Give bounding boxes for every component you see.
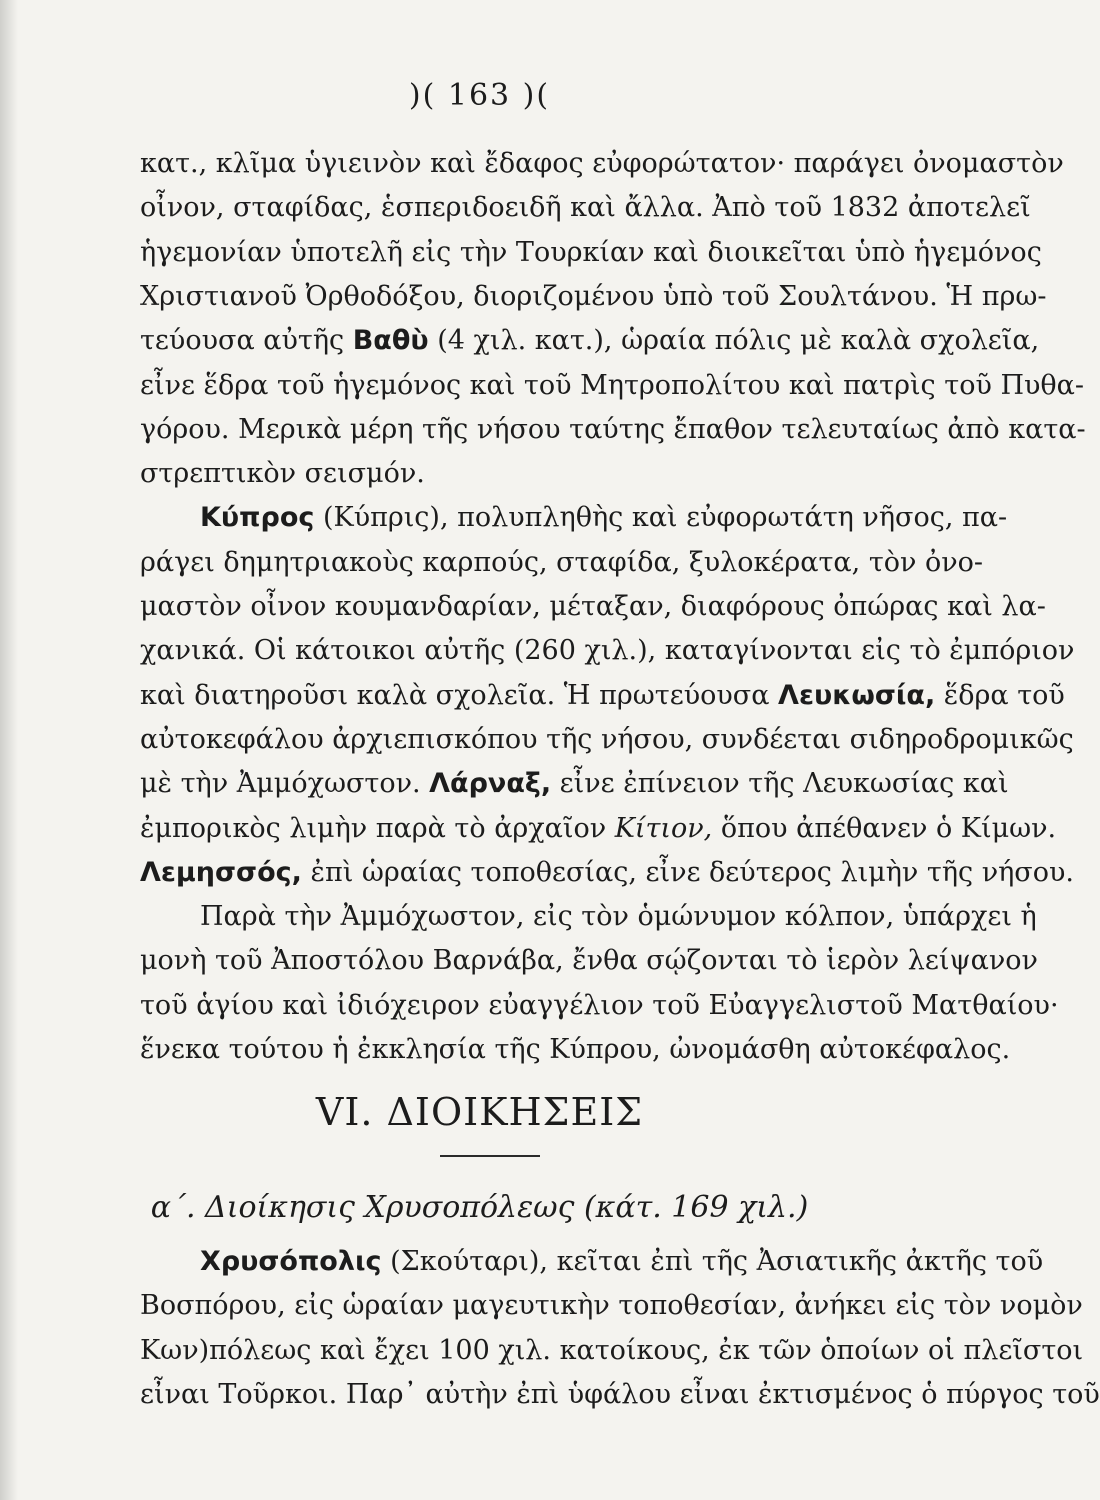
bold-term: Χρυσόπολις: [200, 1246, 382, 1277]
text-run: εἶνε ἕδρα τοῦ ἡγεμόνος καὶ τοῦ Μητροπολίτου καὶ πατρὶς τοῦ Πυθα-: [140, 369, 1085, 401]
text-line: [140, 494, 1008, 542]
text-run: Βοσπόρου, εἰς ὡραίαν μαγευτικὴν τοποθεσίαν, ἀνήκει εἰς τὸν νομὸν: [140, 1290, 1083, 1322]
text-run: εἶναι Τοῦρκοι. Παρ᾽ αὐτὴν ἐπὶ ὑφάλου εἶναι ἐκτισμένος ὁ πύργος τοῦ: [140, 1378, 1100, 1410]
text-line: [140, 716, 1074, 764]
text-run: χανικά. Οἱ κάτοικοι αὐτῆς (260 χιλ.), καταγίνονται εἰς τὸ ἐμπόριον: [140, 635, 1075, 667]
text-line: [140, 893, 1037, 941]
text-run: Παρὰ τὴν Ἀμμόχωστον, εἰς τὸν ὁμώνυμον κόλπον, ὑπάρχει ἡ: [200, 901, 1037, 933]
text-run: ἡγεμονίαν ὑποτελῆ εἰς τὴν Τουρκίαν καὶ διοικεῖται ὑπὸ ἡγεμόνος: [140, 236, 1042, 268]
text-run: (Σκούταρι), κεῖται ἐπὶ τῆς Ἀσιατικῆς ἀκτῆς τοῦ: [381, 1246, 1044, 1277]
text-line: [140, 672, 1065, 720]
text-line: [140, 273, 1047, 321]
text-run: ἐπὶ ὡραίας τοποθεσίας, εἶνε δεύτερος λιμὴν τῆς νήσου.: [301, 856, 1074, 888]
bold-term: Λευκωσία,: [778, 679, 936, 711]
text-run: τοῦ ἁγίου καὶ ἰδιόχειρον εὐαγγέλιον τοῦ Εὐαγγελιστοῦ Ματθαίου·: [140, 989, 1059, 1021]
section-title: VI. ΔΙΟΙΚΗΣΕΙΣ: [315, 1090, 644, 1134]
text-run: μονὴ τοῦ Ἀποστόλου Βαρνάβα, ἔνθα σῴζονται τὸ ἱερὸν λείψανον: [140, 945, 1038, 977]
text-line: [140, 805, 1057, 853]
text-run: (4 χιλ. κατ.), ὡραία πόλις μὲ καλὰ σχολεῖα,: [428, 325, 1040, 357]
text-run: Χριστιανοῦ Ὀρθοδόξου, διοριζομένου ὑπὸ τοῦ Σουλτάνου. Ἡ πρω-: [140, 280, 1047, 312]
section-divider: [440, 1155, 540, 1157]
text-line: [140, 982, 1059, 1030]
text-line: [140, 849, 1074, 897]
text-run: (Κύπρις), πολυπληθὴς καὶ εὐφορωτάτη νῆσος, πα-: [314, 502, 1008, 534]
bold-term: Λεμησσός,: [140, 856, 302, 888]
text-run: κατ., κλῖμα ὑγιεινὸν καὶ ἔδαφος εὐφορώτατον· παράγει ὀνομαστὸν: [140, 148, 1064, 179]
text-run: γόρου. Μερικὰ μέρη τῆς νήσου ταύτης ἔπαθον τελευταίως ἀπὸ κατα-: [140, 413, 1086, 445]
text-run: καὶ διατηροῦσι καλὰ σχολεῖα. Ἡ πρωτεύουσα: [140, 679, 779, 711]
text-line: [140, 362, 1085, 410]
page-number-header: )( 163 )(: [408, 78, 551, 113]
text-line: [140, 1026, 1011, 1074]
text-line: [140, 184, 1031, 232]
text-line: [140, 627, 1075, 675]
text-run: ἕνεκα τούτου ἡ ἐκκλησία τῆς Κύπρου, ὠνομάσθη αὐτοκέφαλος.: [140, 1034, 1011, 1065]
text-run: τεύουσα αὐτῆς: [140, 325, 353, 357]
text-line: [140, 1327, 1084, 1375]
text-run: μὲ τὴν Ἀμμόχωστον.: [140, 768, 430, 800]
section-subtitle: α΄. Διοίκησις Χρυσοπόλεως (κάτ. 169 χιλ.): [150, 1190, 809, 1225]
text-run: ἕδρα τοῦ: [935, 679, 1065, 711]
text-run: ράγει δημητριακοὺς καρπούς, σταφίδα, ξυλοκέρατα, τὸν ὀνο-: [140, 546, 984, 578]
text-run: οἶνον, σταφίδας, ἑσπεριδοειδῆ καὶ ἄλλα. Ἀπὸ τοῦ 1832 ἀποτελεῖ: [140, 192, 1031, 224]
text-run: ὅπου ἀπέθανεν ὁ Κίμων.: [712, 812, 1057, 844]
text-line: [140, 760, 1009, 808]
text-run: ἐμπορικὸς λιμὴν παρὰ τὸ ἀρχαῖον: [140, 812, 615, 844]
bold-term: Βαθὺ: [352, 325, 429, 357]
text-line: [140, 140, 1064, 188]
text-line: [140, 1371, 1100, 1419]
text-line: [140, 1238, 1044, 1286]
text-run: εἶνε ἐπίνειον τῆς Λευκωσίας καὶ: [551, 768, 1009, 800]
text-run: στρεπτικὸν σεισμόν.: [140, 458, 425, 490]
bold-term: Λάρναξ,: [429, 768, 552, 800]
text-line: [140, 450, 840, 498]
text-line: [140, 539, 984, 587]
text-run: Κων)πόλεως καὶ ἔχει 100 χιλ. κατοίκους, ἐκ τῶν ὁποίων οἱ πλεῖστοι: [140, 1334, 1084, 1366]
text-line: [140, 406, 1086, 454]
text-run: μαστὸν οἶνον κουμανδαρίαν, μέταξαν, διαφόρους ὀπώρας καὶ λα-: [140, 591, 1046, 622]
text-line: [140, 317, 1040, 365]
page-edge-shadow: [0, 0, 18, 1500]
bold-term: Κύπρος: [200, 502, 315, 534]
text-line: [140, 583, 1046, 631]
italic-term: Κίτιον,: [614, 812, 713, 844]
text-line: [140, 1282, 1083, 1330]
text-line: [140, 937, 1038, 985]
text-line: [140, 229, 1042, 277]
text-run: αὐτοκεφάλου ἀρχιεπισκόπου τῆς νήσου, συνδέεται σιδηροδρομικῶς: [140, 723, 1074, 755]
